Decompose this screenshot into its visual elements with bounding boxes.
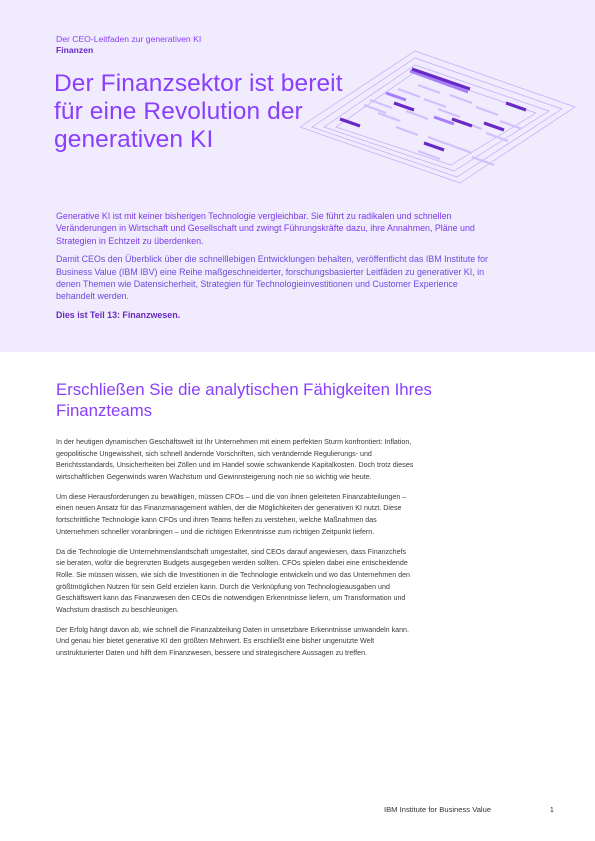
footer-publisher: IBM Institute for Business Value [384,805,492,814]
series-title: Der CEO-Leitfaden zur generativen KI [56,34,202,44]
page-number: 1 [549,805,554,814]
intro-paragraph: Generative KI ist mit keiner bisherigen Technologie vergleichbar. Sie führt zu radikalen und schnellen Veränderungen in Wirtschaft und Gesellschaft und zwingt Führungskräfte dazu, ihre Annahmen, Pläne und Strategien in Echtzeit zu überdenken. [56,211,475,246]
body-paragraph: Der Erfolg hängt davon ab, wie schnell die Finanzabteilung Daten in umsetzbare Erkenntnisse umwandeln kann. Und genau hier bietet generative KI den größten Mehrwert. Es erschließt eine bisher ungenutzte Welt unstrukturierter Daten und hilft dem Finanzwesen, bessere und strategischere Aussagen zu treffen. [56,625,409,657]
intro-paragraph: Damit CEOs den Überblick über die schnelllebigen Entwicklungen behalten, veröffentlicht das IBM Institute for Business Value (IBM IBV) eine Reihe maßgeschneiderter, forschungsbasierter Leitfäden zu generativer KI, in denen Themen wie Datensicherheit, Strategien für Technologieinvestitionen und Customer Experience behandelt werden. [56,254,488,302]
section-label: Finanzen [56,45,94,55]
intro-text [56,210,496,327]
body-paragraph: In der heutigen dynamischen Geschäftswelt ist Ihr Unternehmen mit einem perfekten Sturm konfrontiert: Inflation, geopolitische Ungewissheit, sich schnell ändernde Vorschriften, sich verändernde Regulierungs- und Berichtsstandards, Unsicherheiten bei Zöllen und im Handel sowie schwankende Kapitalkosten. Doch trotz dieses wirtschaftlichen Gegenwinds waren Wachstum und Gewinnsteigerung noch nie so wichtig wie heute. [56,438,414,481]
article-body [56,437,416,668]
page-footer [384,805,554,814]
part-label: Dies ist Teil 13: Finanzwesen. [56,309,181,320]
section-heading: Erschließen Sie die analytischen Fähigkeiten Ihres Finanzteams [56,380,432,420]
hero-section [0,0,595,352]
page-title: Der Finanzsektor ist bereit für eine Revolution der generativen KI [54,70,343,153]
body-paragraph: Um diese Herausforderungen zu bewältigen, müssen CFOs – und die von ihnen geleiteten Finanzabteilungen – einen neuen Ansatz für das Finanzmanagement wählen, der die Möglichkeiten der generativen KI nutzt. Diese fortschrittliche Technologie kann CFOs und ihren Teams helfen zu verstehen, welche Maßnahmen das Unternehmen schneller voranbringen – und die richtigen Erkenntnisse zum richtigen Zeitpunkt liefern. [56,492,407,536]
body-paragraph: Da die Technologie die Unternehmenslandschaft umgestaltet, sind CEOs darauf angewiesen, dass Finanzchefs sie beraten, wofür die begrenzten Budgets ausgegeben werden sollten. CFOs spielen dabei eine entscheidende Rolle. Sie müssen wissen, wie sich die Investitionen in die Technologie entwickeln und wo das Unternehmen den größtmöglichen Nutzen für sein Geld erzielen kann. Durch die Verknüpfung von Technologieausgaben und Geschäftswert kann das Finanzwesen den CEOs die notwendigen Erkenntnisse liefern, um Transformation und Wachstum drastisch zu beschleunigen. [56,547,410,614]
isometric-data-grid-icon [300,45,580,195]
